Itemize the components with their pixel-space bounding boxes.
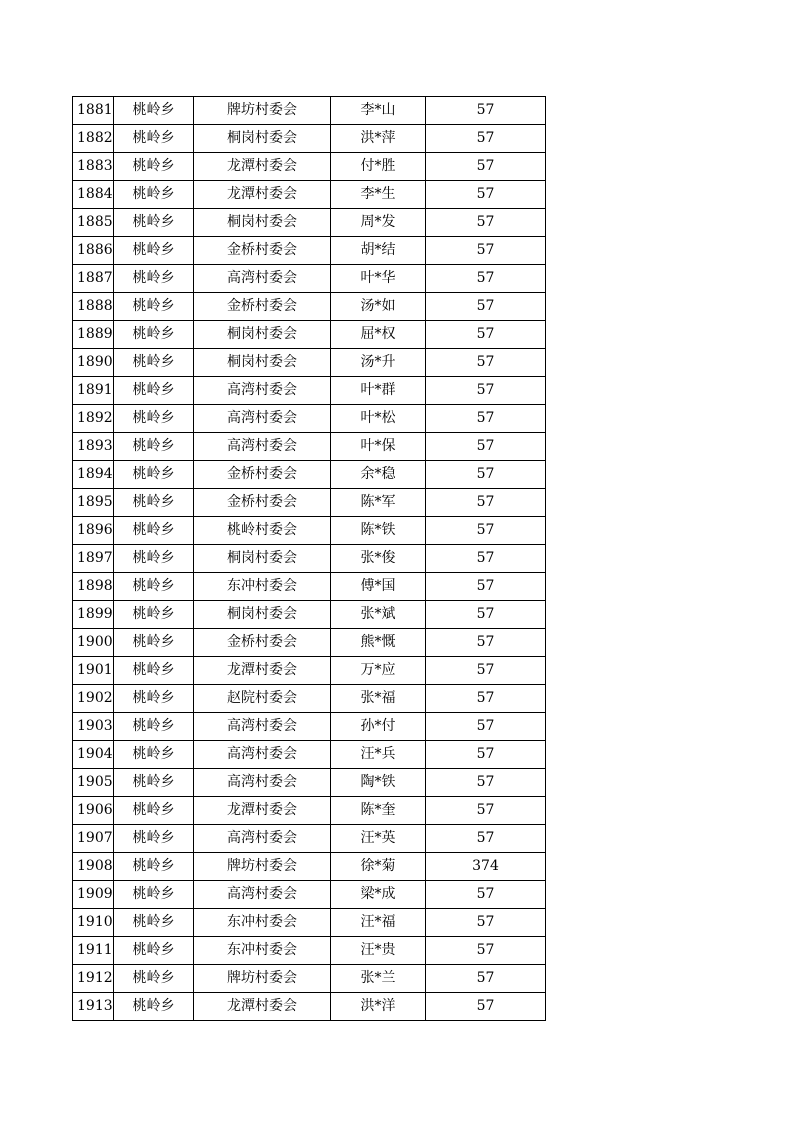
person-name-cell: 李*山 xyxy=(331,97,426,125)
amount-cell: 57 xyxy=(426,825,546,853)
amount-cell: 57 xyxy=(426,433,546,461)
row-number-cell: 1900 xyxy=(73,629,114,657)
table-row xyxy=(73,125,546,153)
township-cell: 桃岭乡 xyxy=(114,321,194,349)
township-cell: 桃岭乡 xyxy=(114,97,194,125)
row-number-cell: 1891 xyxy=(73,377,114,405)
table-row xyxy=(73,713,546,741)
person-name-cell: 叶*华 xyxy=(331,265,426,293)
table-row xyxy=(73,433,546,461)
village-committee-cell: 高湾村委会 xyxy=(194,377,331,405)
township-cell: 桃岭乡 xyxy=(114,601,194,629)
village-committee-cell: 桐岗村委会 xyxy=(194,601,331,629)
township-cell: 桃岭乡 xyxy=(114,657,194,685)
table-row xyxy=(73,209,546,237)
row-number-cell: 1908 xyxy=(73,853,114,881)
village-committee-cell: 高湾村委会 xyxy=(194,433,331,461)
township-cell: 桃岭乡 xyxy=(114,153,194,181)
village-committee-cell: 金桥村委会 xyxy=(194,293,331,321)
row-number-cell: 1889 xyxy=(73,321,114,349)
row-number-cell: 1901 xyxy=(73,657,114,685)
amount-cell: 57 xyxy=(426,377,546,405)
table-row xyxy=(73,825,546,853)
amount-cell: 57 xyxy=(426,545,546,573)
table-row xyxy=(73,573,546,601)
township-cell: 桃岭乡 xyxy=(114,993,194,1021)
village-committee-cell: 龙潭村委会 xyxy=(194,657,331,685)
row-number-cell: 1907 xyxy=(73,825,114,853)
township-cell: 桃岭乡 xyxy=(114,405,194,433)
amount-cell: 57 xyxy=(426,517,546,545)
amount-cell: 57 xyxy=(426,909,546,937)
township-cell: 桃岭乡 xyxy=(114,125,194,153)
table-row xyxy=(73,489,546,517)
village-committee-cell: 金桥村委会 xyxy=(194,237,331,265)
township-cell: 桃岭乡 xyxy=(114,545,194,573)
row-number-cell: 1899 xyxy=(73,601,114,629)
amount-cell: 57 xyxy=(426,181,546,209)
village-committee-cell: 东冲村委会 xyxy=(194,573,331,601)
row-number-cell: 1883 xyxy=(73,153,114,181)
village-committee-cell: 桐岗村委会 xyxy=(194,125,331,153)
village-committee-cell: 高湾村委会 xyxy=(194,881,331,909)
person-name-cell: 屈*权 xyxy=(331,321,426,349)
village-committee-cell: 金桥村委会 xyxy=(194,629,331,657)
township-cell: 桃岭乡 xyxy=(114,769,194,797)
village-committee-cell: 桐岗村委会 xyxy=(194,321,331,349)
person-name-cell: 余*稳 xyxy=(331,461,426,489)
township-cell: 桃岭乡 xyxy=(114,741,194,769)
township-cell: 桃岭乡 xyxy=(114,937,194,965)
village-committee-cell: 龙潭村委会 xyxy=(194,797,331,825)
row-number-cell: 1896 xyxy=(73,517,114,545)
row-number-cell: 1888 xyxy=(73,293,114,321)
row-number-cell: 1886 xyxy=(73,237,114,265)
village-committee-cell: 牌坊村委会 xyxy=(194,965,331,993)
village-committee-cell: 金桥村委会 xyxy=(194,489,331,517)
township-cell: 桃岭乡 xyxy=(114,965,194,993)
township-cell: 桃岭乡 xyxy=(114,909,194,937)
township-cell: 桃岭乡 xyxy=(114,797,194,825)
row-number-cell: 1904 xyxy=(73,741,114,769)
person-name-cell: 张*兰 xyxy=(331,965,426,993)
row-number-cell: 1892 xyxy=(73,405,114,433)
township-cell: 桃岭乡 xyxy=(114,461,194,489)
township-cell: 桃岭乡 xyxy=(114,377,194,405)
amount-cell: 57 xyxy=(426,629,546,657)
table-row xyxy=(73,629,546,657)
row-number-cell: 1912 xyxy=(73,965,114,993)
row-number-cell: 1884 xyxy=(73,181,114,209)
table-row xyxy=(73,797,546,825)
person-name-cell: 梁*成 xyxy=(331,881,426,909)
amount-cell: 57 xyxy=(426,293,546,321)
person-name-cell: 洪*洋 xyxy=(331,993,426,1021)
village-committee-cell: 高湾村委会 xyxy=(194,713,331,741)
person-name-cell: 胡*结 xyxy=(331,237,426,265)
village-committee-cell: 桐岗村委会 xyxy=(194,545,331,573)
row-number-cell: 1913 xyxy=(73,993,114,1021)
person-name-cell: 陈*军 xyxy=(331,489,426,517)
table-row xyxy=(73,545,546,573)
table-row xyxy=(73,181,546,209)
amount-cell: 57 xyxy=(426,937,546,965)
amount-cell: 57 xyxy=(426,685,546,713)
village-committee-cell: 高湾村委会 xyxy=(194,769,331,797)
township-cell: 桃岭乡 xyxy=(114,713,194,741)
amount-cell: 374 xyxy=(426,853,546,881)
person-name-cell: 汤*升 xyxy=(331,349,426,377)
person-name-cell: 洪*萍 xyxy=(331,125,426,153)
village-committee-cell: 金桥村委会 xyxy=(194,461,331,489)
township-cell: 桃岭乡 xyxy=(114,629,194,657)
row-number-cell: 1909 xyxy=(73,881,114,909)
village-committee-cell: 龙潭村委会 xyxy=(194,993,331,1021)
village-committee-cell: 桐岗村委会 xyxy=(194,209,331,237)
person-name-cell: 周*发 xyxy=(331,209,426,237)
table-row xyxy=(73,881,546,909)
person-name-cell: 陶*铁 xyxy=(331,769,426,797)
township-cell: 桃岭乡 xyxy=(114,853,194,881)
amount-cell: 57 xyxy=(426,209,546,237)
person-name-cell: 陈*奎 xyxy=(331,797,426,825)
township-cell: 桃岭乡 xyxy=(114,265,194,293)
amount-cell: 57 xyxy=(426,349,546,377)
township-cell: 桃岭乡 xyxy=(114,433,194,461)
table-row xyxy=(73,293,546,321)
township-cell: 桃岭乡 xyxy=(114,573,194,601)
row-number-cell: 1903 xyxy=(73,713,114,741)
person-name-cell: 徐*菊 xyxy=(331,853,426,881)
person-name-cell: 汪*贵 xyxy=(331,937,426,965)
amount-cell: 57 xyxy=(426,573,546,601)
person-name-cell: 汪*福 xyxy=(331,909,426,937)
amount-cell: 57 xyxy=(426,489,546,517)
amount-cell: 57 xyxy=(426,769,546,797)
village-committee-cell: 桃岭村委会 xyxy=(194,517,331,545)
row-number-cell: 1898 xyxy=(73,573,114,601)
table-row xyxy=(73,265,546,293)
table-row xyxy=(73,909,546,937)
person-name-cell: 张*福 xyxy=(331,685,426,713)
township-cell: 桃岭乡 xyxy=(114,209,194,237)
row-number-cell: 1893 xyxy=(73,433,114,461)
table-row xyxy=(73,853,546,881)
township-cell: 桃岭乡 xyxy=(114,349,194,377)
table-row xyxy=(73,517,546,545)
village-committee-cell: 高湾村委会 xyxy=(194,825,331,853)
person-name-cell: 叶*保 xyxy=(331,433,426,461)
amount-cell: 57 xyxy=(426,741,546,769)
village-committee-cell: 高湾村委会 xyxy=(194,405,331,433)
amount-cell: 57 xyxy=(426,153,546,181)
village-committee-cell: 牌坊村委会 xyxy=(194,97,331,125)
amount-cell: 57 xyxy=(426,321,546,349)
village-committee-cell: 东冲村委会 xyxy=(194,909,331,937)
person-name-cell: 叶*群 xyxy=(331,377,426,405)
table-row xyxy=(73,965,546,993)
person-name-cell: 汪*兵 xyxy=(331,741,426,769)
table-row xyxy=(73,153,546,181)
village-committee-cell: 赵院村委会 xyxy=(194,685,331,713)
table-row xyxy=(73,237,546,265)
township-cell: 桃岭乡 xyxy=(114,293,194,321)
amount-cell: 57 xyxy=(426,601,546,629)
village-committee-cell: 东冲村委会 xyxy=(194,937,331,965)
amount-cell: 57 xyxy=(426,461,546,489)
row-number-cell: 1910 xyxy=(73,909,114,937)
village-committee-cell: 龙潭村委会 xyxy=(194,153,331,181)
table-body xyxy=(73,97,546,1021)
township-cell: 桃岭乡 xyxy=(114,489,194,517)
person-name-cell: 张*俊 xyxy=(331,545,426,573)
amount-cell: 57 xyxy=(426,265,546,293)
person-name-cell: 熊*慨 xyxy=(331,629,426,657)
township-cell: 桃岭乡 xyxy=(114,517,194,545)
amount-cell: 57 xyxy=(426,993,546,1021)
row-number-cell: 1902 xyxy=(73,685,114,713)
amount-cell: 57 xyxy=(426,97,546,125)
person-name-cell: 万*应 xyxy=(331,657,426,685)
table-row xyxy=(73,769,546,797)
village-committee-cell: 桐岗村委会 xyxy=(194,349,331,377)
row-number-cell: 1894 xyxy=(73,461,114,489)
table-row xyxy=(73,937,546,965)
person-name-cell: 汤*如 xyxy=(331,293,426,321)
person-name-cell: 张*斌 xyxy=(331,601,426,629)
person-name-cell: 陈*铁 xyxy=(331,517,426,545)
village-committee-cell: 高湾村委会 xyxy=(194,265,331,293)
row-number-cell: 1906 xyxy=(73,797,114,825)
amount-cell: 57 xyxy=(426,965,546,993)
township-cell: 桃岭乡 xyxy=(114,237,194,265)
township-cell: 桃岭乡 xyxy=(114,881,194,909)
row-number-cell: 1911 xyxy=(73,937,114,965)
amount-cell: 57 xyxy=(426,713,546,741)
amount-cell: 57 xyxy=(426,405,546,433)
table-row xyxy=(73,405,546,433)
row-number-cell: 1881 xyxy=(73,97,114,125)
row-number-cell: 1882 xyxy=(73,125,114,153)
amount-cell: 57 xyxy=(426,125,546,153)
row-number-cell: 1887 xyxy=(73,265,114,293)
table-row xyxy=(73,461,546,489)
table-row xyxy=(73,97,546,125)
amount-cell: 57 xyxy=(426,237,546,265)
person-name-cell: 叶*松 xyxy=(331,405,426,433)
row-number-cell: 1890 xyxy=(73,349,114,377)
row-number-cell: 1897 xyxy=(73,545,114,573)
person-name-cell: 汪*英 xyxy=(331,825,426,853)
table-row xyxy=(73,993,546,1021)
table-row xyxy=(73,321,546,349)
subsidy-table xyxy=(72,96,546,1021)
person-name-cell: 付*胜 xyxy=(331,153,426,181)
person-name-cell: 孙*付 xyxy=(331,713,426,741)
village-committee-cell: 龙潭村委会 xyxy=(194,181,331,209)
table-row xyxy=(73,349,546,377)
table-row xyxy=(73,657,546,685)
township-cell: 桃岭乡 xyxy=(114,181,194,209)
row-number-cell: 1885 xyxy=(73,209,114,237)
row-number-cell: 1895 xyxy=(73,489,114,517)
person-name-cell: 李*生 xyxy=(331,181,426,209)
village-committee-cell: 高湾村委会 xyxy=(194,741,331,769)
village-committee-cell: 牌坊村委会 xyxy=(194,853,331,881)
amount-cell: 57 xyxy=(426,797,546,825)
township-cell: 桃岭乡 xyxy=(114,685,194,713)
table-row xyxy=(73,601,546,629)
table-row xyxy=(73,741,546,769)
person-name-cell: 傅*国 xyxy=(331,573,426,601)
table-row xyxy=(73,377,546,405)
table-row xyxy=(73,685,546,713)
township-cell: 桃岭乡 xyxy=(114,825,194,853)
amount-cell: 57 xyxy=(426,657,546,685)
amount-cell: 57 xyxy=(426,881,546,909)
row-number-cell: 1905 xyxy=(73,769,114,797)
